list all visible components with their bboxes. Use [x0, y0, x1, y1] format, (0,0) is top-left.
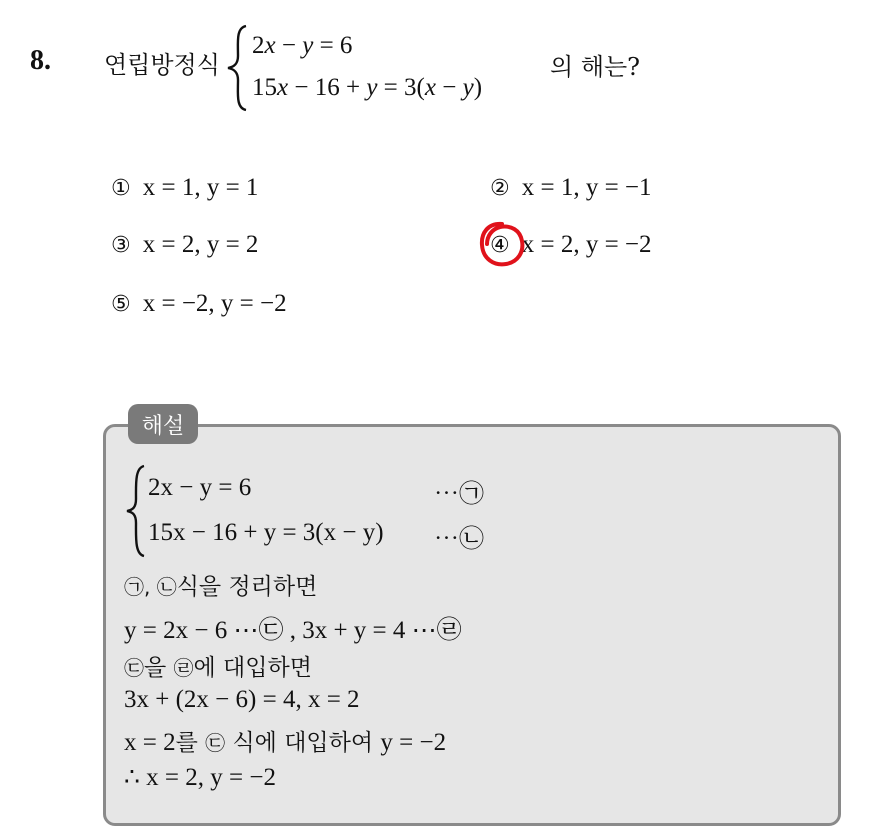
solution-line-1: ㉠, ㉡식을 정리하면 — [124, 574, 318, 600]
choice-number: ④ — [490, 232, 510, 258]
choice-5[interactable] — [111, 290, 287, 318]
left-brace — [226, 24, 250, 112]
solution-tag: 해설 — [128, 404, 198, 444]
choice-number: ③ — [111, 232, 131, 258]
equation-2: 15x − 16 + y = 3(x − y) — [252, 74, 483, 101]
equation-ref-2: ⋯㉡ — [434, 526, 485, 553]
solution-equation-2: 15x − 16 + y = 3(x − y) — [148, 519, 384, 546]
choice-number: ⑤ — [111, 291, 131, 317]
choice-text: x = 2, y = 2 — [142, 231, 259, 258]
choice-text: x = 1, y = −1 — [521, 174, 652, 201]
solution-line-4: 3x + (2x − 6) = 4, x = 2 — [124, 686, 360, 713]
answer-mark-circle-icon — [478, 219, 528, 271]
left-brace — [125, 464, 147, 558]
solution-line-3: ㉢을 ㉣에 대입하면 — [124, 655, 312, 681]
choice-text: x = −2, y = −2 — [142, 290, 287, 317]
choice-1[interactable] — [111, 174, 258, 202]
choice-text: x = 2, y = −2 — [521, 231, 652, 258]
solution-equation-1: 2x − y = 6 — [148, 474, 252, 501]
question-number: 8. — [30, 45, 51, 76]
solution-line-5: x = 2를 ㉢ 식에 대입하여 y = −2 — [124, 729, 447, 756]
equation-ref-1: ⋯㉠ — [434, 481, 485, 508]
solution-line-2: y = 2x − 6 ⋯㉢ , 3x + y = 4 ⋯㉣ — [124, 617, 462, 644]
choice-number: ② — [490, 175, 510, 201]
equation-1: 2x − y = 6 — [252, 32, 353, 59]
question-stem: 연립방정식 — [104, 51, 220, 79]
solution-line-6: ∴ x = 2, y = −2 — [124, 764, 276, 791]
choice-2[interactable] — [490, 174, 652, 202]
choice-3[interactable] — [111, 231, 258, 259]
choice-text: x = 1, y = 1 — [142, 174, 259, 201]
choice-number: ① — [111, 175, 131, 201]
question-tail: 의 해는? — [550, 53, 641, 81]
